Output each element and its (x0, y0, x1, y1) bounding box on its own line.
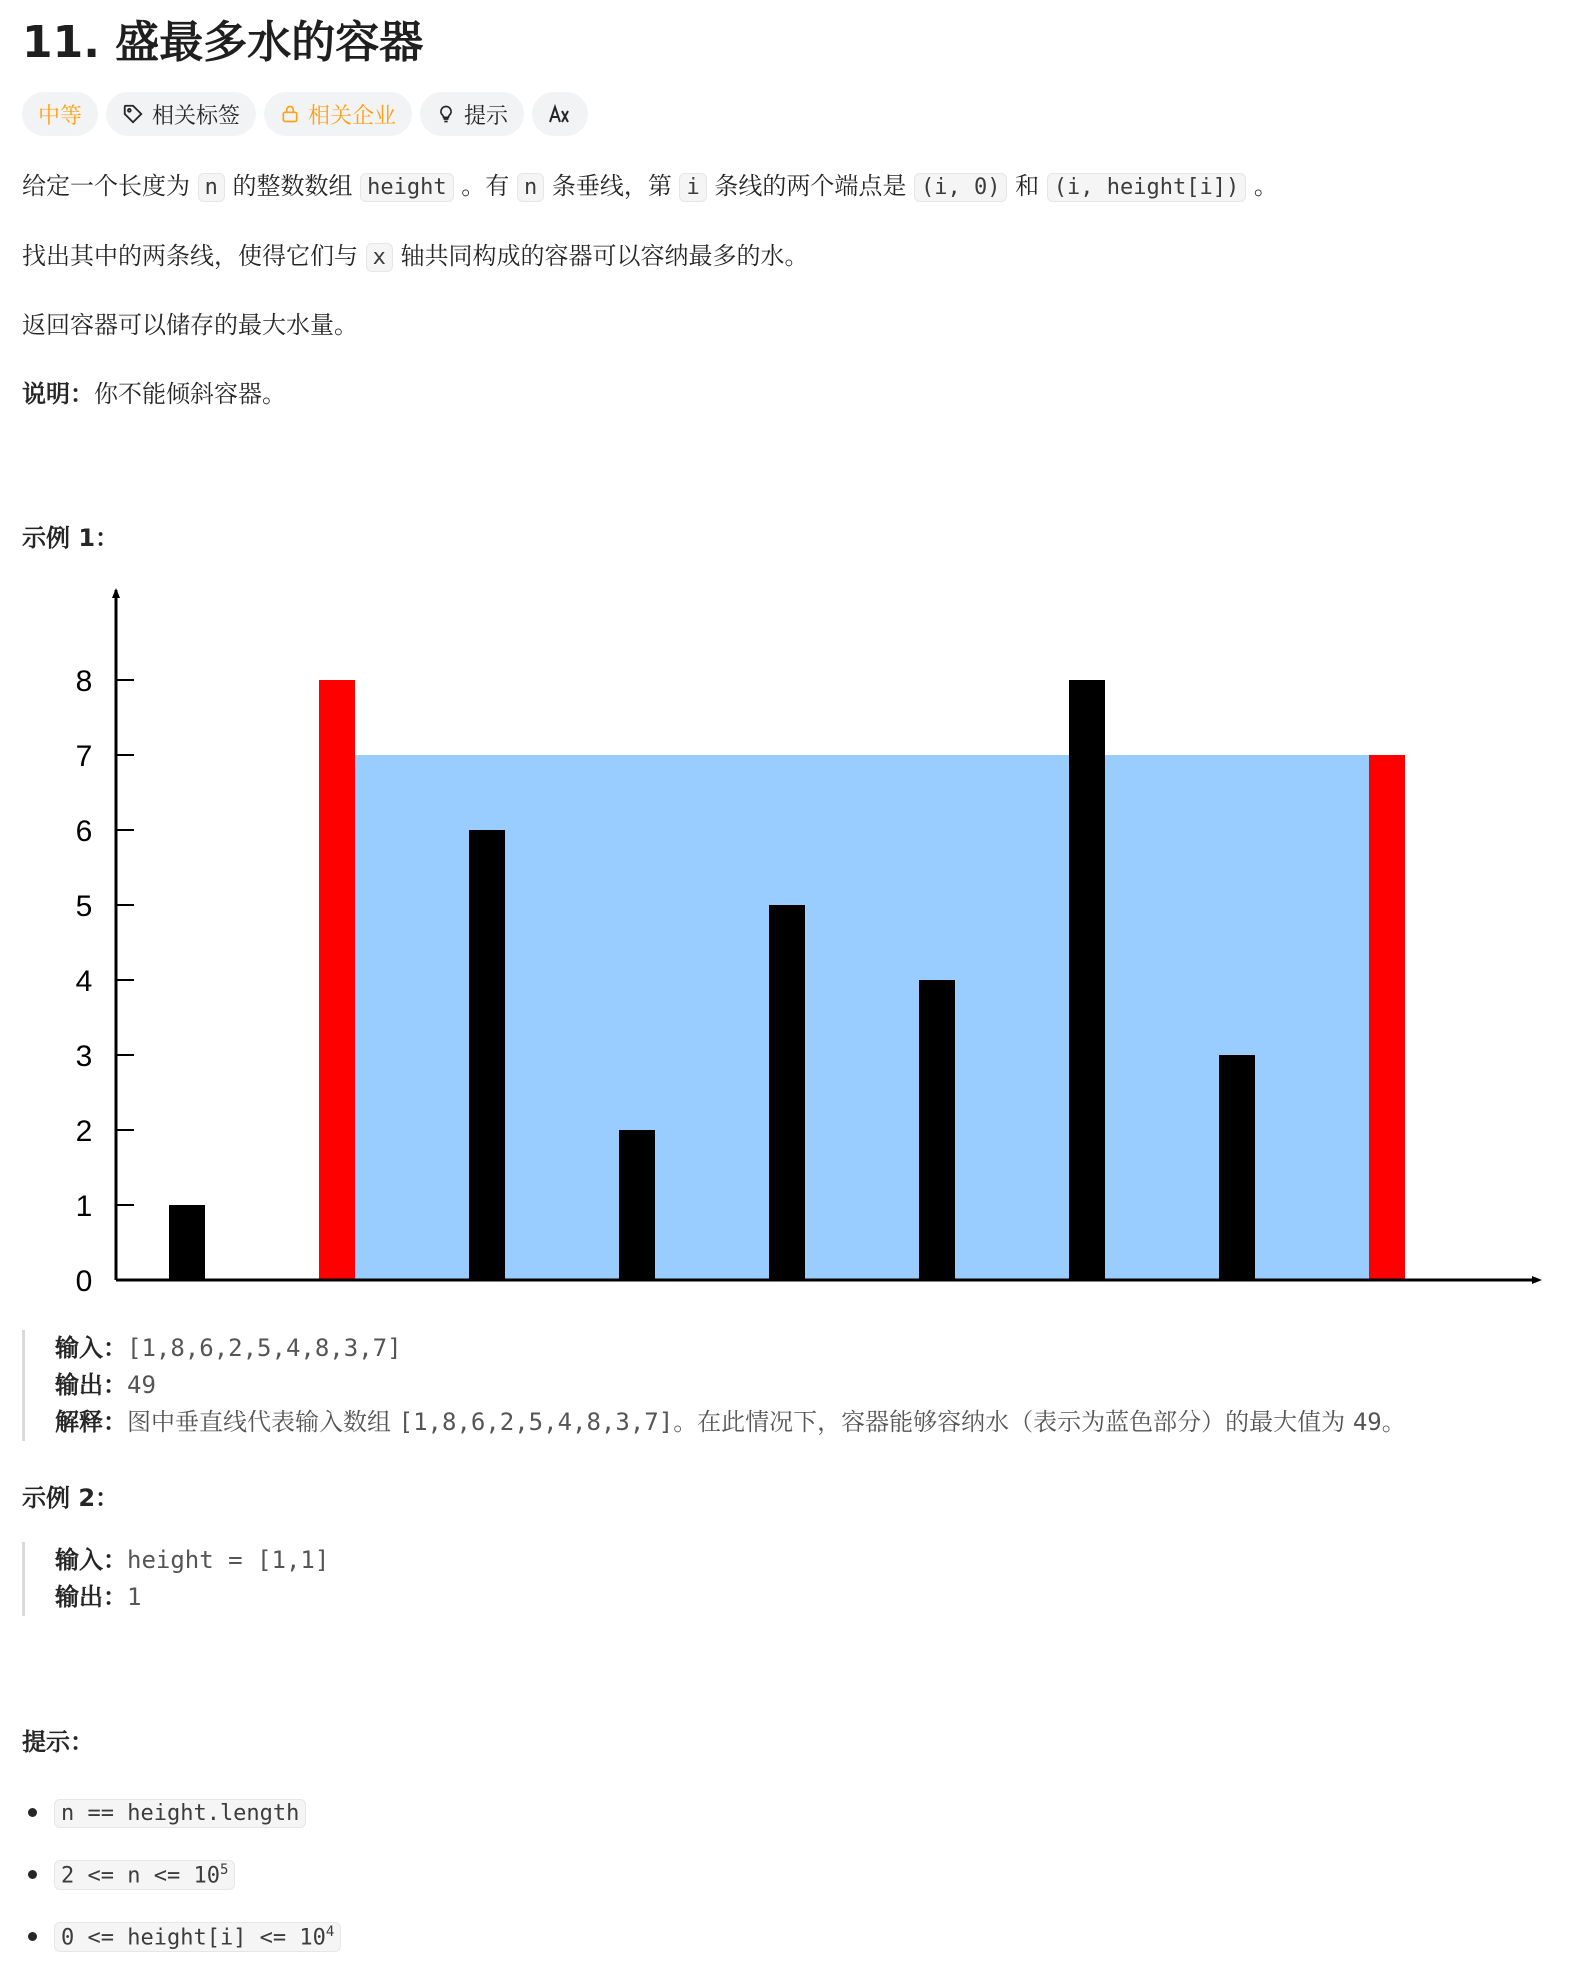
example1-input-line: 输入：[1,8,6,2,5,4,8,3,7] (55, 1334, 402, 1362)
example1-output-line: 输出：49 (55, 1371, 156, 1399)
y-tick-label: 5 (75, 890, 93, 923)
bar (919, 980, 955, 1280)
tag-row (22, 92, 588, 136)
description-p3: 返回容器可以储存的最大水量。 (22, 311, 358, 339)
highlight-bar (1369, 755, 1405, 1280)
example2-heading: 示例 2： (22, 1484, 120, 1512)
bar (1069, 680, 1105, 1280)
related-tags-label: 相关标签 (152, 103, 241, 129)
difficulty-badge: 中等 (22, 92, 98, 136)
bar (169, 1205, 205, 1280)
translate-button[interactable] (532, 92, 588, 136)
page-title: 11. 盛最多水的容器 (22, 17, 424, 68)
hint-button[interactable] (420, 92, 524, 136)
bar (769, 905, 805, 1280)
highlight-bar (319, 680, 355, 1280)
water-area (355, 755, 1369, 1280)
tag-icon (122, 103, 144, 125)
hint-item: $2 <= n <= 10^5$ (22, 1844, 341, 1906)
example1-heading: 示例 1： (22, 524, 120, 552)
example2-input-line: 输入：height = [1,1] (55, 1546, 330, 1574)
hint-item: n == height.length (22, 1782, 341, 1844)
y-tick-label: 2 (75, 1115, 93, 1148)
related-tags-button[interactable] (106, 92, 256, 136)
lightbulb-icon (436, 102, 456, 126)
translate-icon (548, 103, 572, 125)
bar (619, 1130, 655, 1280)
y-tick-label: 0 (75, 1265, 93, 1296)
example2-output-line: 输出：1 (55, 1583, 142, 1611)
y-tick-label: 7 (75, 740, 93, 773)
y-axis-arrow (112, 588, 120, 598)
related-companies-label: 相关企业 (308, 103, 397, 129)
description-p2: 找出其中的两条线，使得它们与 x 轴共同构成的容器可以容纳最多的水。 (22, 242, 809, 270)
y-tick-label: 3 (75, 1040, 93, 1073)
bar (1219, 1055, 1255, 1280)
hint-item: 0 <= height[i] <= $10^4$ (22, 1906, 341, 1968)
description-p1: 给定一个长度为 n 的整数数组 height 。有 n 条垂线，第 i 条线的两个端点是 (i, 0) 和 (i, height[i]) 。 (22, 172, 1278, 200)
y-tick-label: 6 (75, 815, 93, 848)
y-tick-label: 1 (75, 1190, 93, 1223)
bar (469, 830, 505, 1280)
y-tick-label: 8 (75, 665, 93, 698)
example-chart (34, 580, 1544, 1296)
lock-icon (280, 103, 300, 125)
example1-explain-line: 解释：图中垂直线代表输入数组 [1,8,6,2,5,4,8,3,7]。在此情况下，容器能够容纳水（表示为蓝色部分）的最大值为 49。 (55, 1408, 1406, 1436)
hints-list (22, 1782, 341, 1968)
hint-label: 提示 (464, 103, 509, 129)
example1-block (22, 1330, 1406, 1441)
y-tick-label: 4 (75, 965, 93, 998)
related-companies-button[interactable] (264, 92, 412, 136)
x-axis-arrow (1532, 1276, 1542, 1284)
example2-block (22, 1542, 329, 1616)
hints-heading: 提示： (22, 1728, 94, 1756)
description-note: 说明：你不能倾斜容器。 (22, 380, 286, 408)
